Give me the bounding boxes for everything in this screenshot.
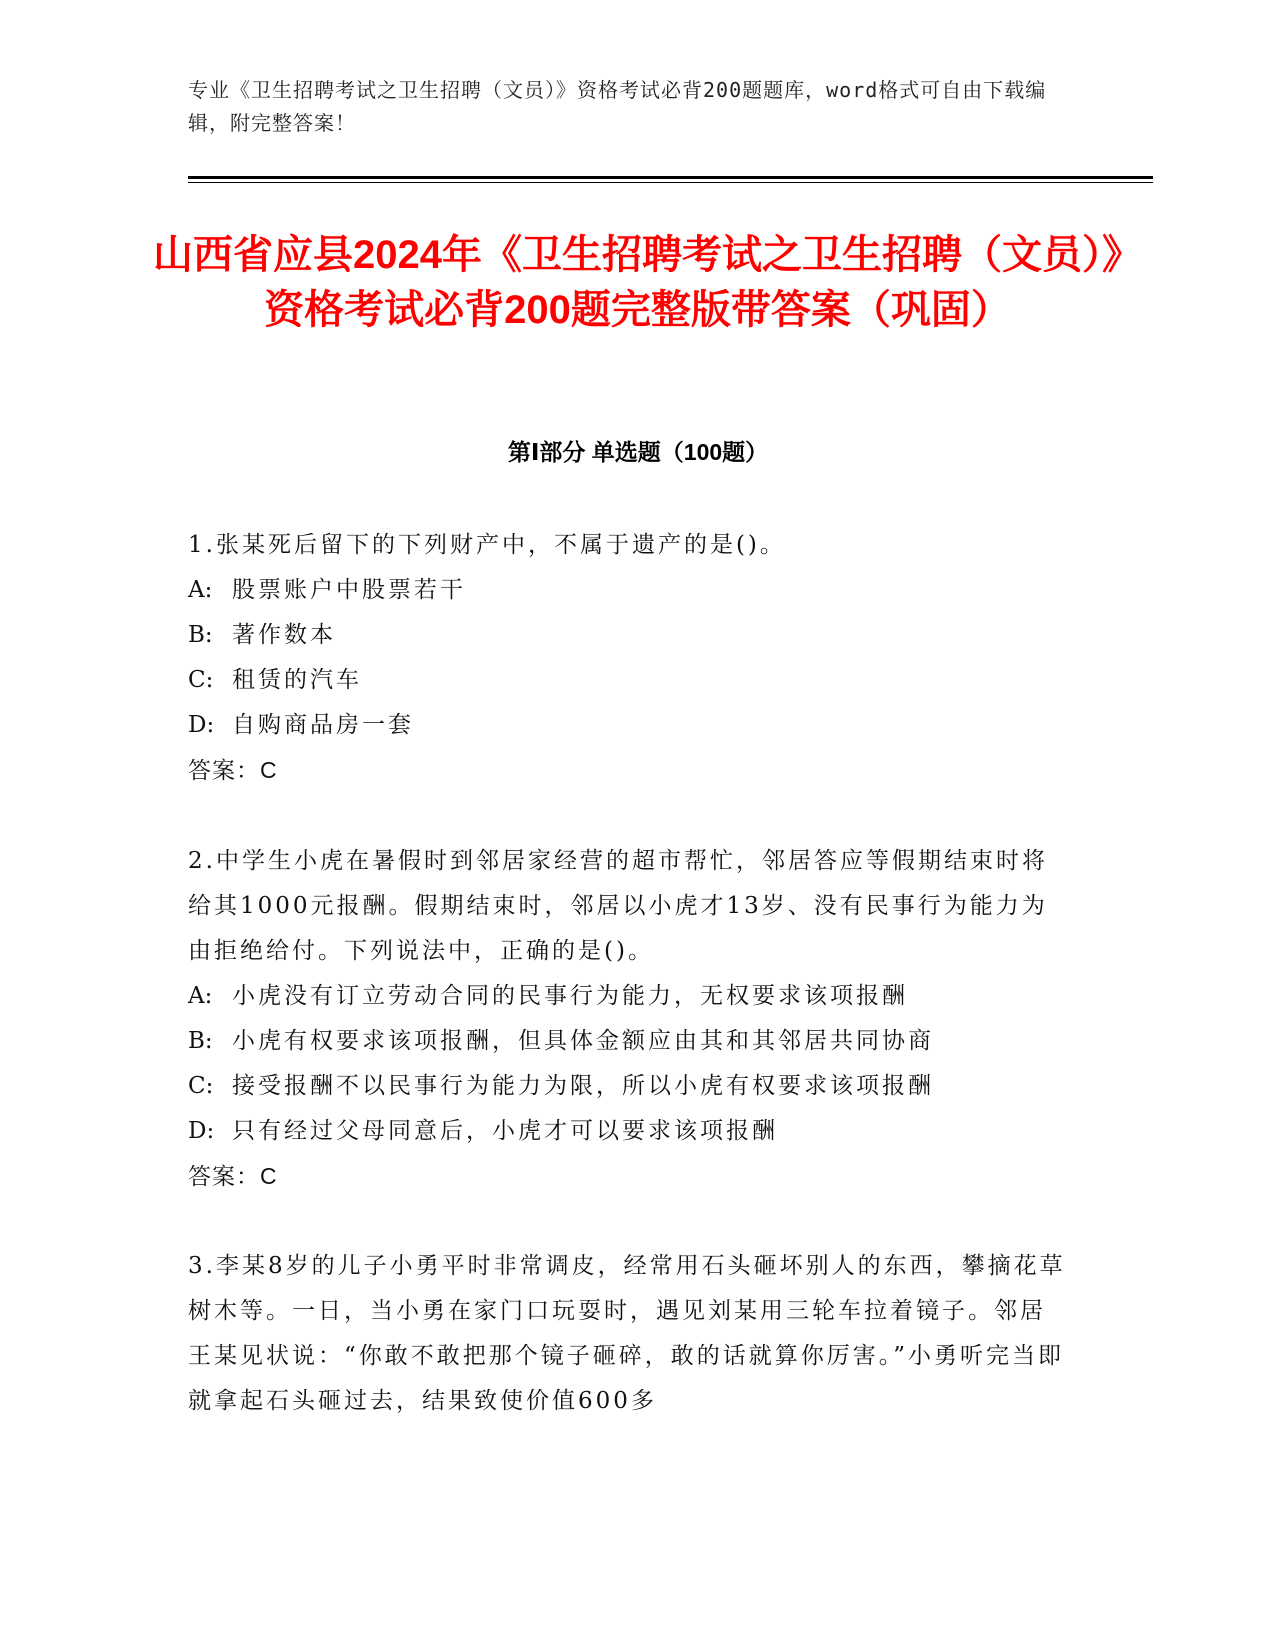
- option-text: 小虎有权要求该项报酬，但具体金额应由其和其邻居共同协商: [232, 1028, 934, 1054]
- option-text: 租赁的汽车: [232, 667, 362, 693]
- option-letter: C:: [188, 1073, 214, 1099]
- question-3: [188, 1244, 1068, 1424]
- section-heading: 第Ⅰ部分 单选题（100题）: [507, 439, 769, 465]
- option-letter: D:: [188, 712, 215, 738]
- option-letter: A:: [188, 983, 213, 1009]
- option-text: 小虎没有订立劳动合同的民事行为能力，无权要求该项报酬: [232, 983, 908, 1009]
- question-2: [188, 839, 1068, 1199]
- option-text: 自购商品房一套: [232, 712, 414, 738]
- option-text: 股票账户中股票若干: [232, 577, 466, 603]
- question-stem: 3.李某8岁的儿子小勇平时非常调皮，经常用石头砸坏别人的东西，攀摘花草树木等。一日，当小勇在家门口玩耍时，遇见刘某用三轮车拉着镜子。邻居王某见状说：“你敢不敢把那个镜子砸碎，敢的话就算你厉害。”小勇听完当即就拿起石头砸过去，结果致使价值600多: [188, 1253, 1066, 1414]
- option-letter: B:: [188, 1028, 213, 1054]
- question-1: [188, 523, 1068, 793]
- option-letter: D:: [188, 1118, 215, 1144]
- option-b: [188, 1019, 1068, 1064]
- option-d: [188, 703, 1068, 748]
- header-rule-thick: [188, 176, 1153, 179]
- header-note: 专业《卫生招聘考试之卫生招聘（文员）》资格考试必背200题题库，word格式可自由下载编辑，附完整答案！: [188, 78, 1047, 135]
- answer-line: 答案：C: [188, 1163, 278, 1189]
- option-c: [188, 658, 1068, 703]
- option-text: 接受报酬不以民事行为能力为限，所以小虎有权要求该项报酬: [232, 1073, 934, 1099]
- option-a: [188, 974, 1068, 1019]
- question-stem: 1.张某死后留下的下列财产中，不属于遗产的是()。: [188, 532, 786, 558]
- option-letter: B:: [188, 622, 213, 648]
- header-rule-thin: [188, 182, 1153, 183]
- option-c: [188, 1064, 1068, 1109]
- option-letter: A:: [188, 577, 213, 603]
- option-d: [188, 1109, 1068, 1154]
- option-letter: C:: [188, 667, 214, 693]
- option-text: 只有经过父母同意后，小虎才可以要求该项报酬: [232, 1118, 778, 1144]
- option-text: 著作数本: [232, 622, 336, 648]
- document-title: 山西省应县2024年《卫生招聘考试之卫生招聘（文员）》资格考试必背200题完整版带答案（巩固）: [153, 233, 1122, 332]
- option-a: [188, 568, 1068, 613]
- option-b: [188, 613, 1068, 658]
- answer-line: 答案：C: [188, 757, 278, 783]
- question-stem: 2.中学生小虎在暑假时到邻居家经营的超市帮忙，邻居答应等假期结束时将给其1000元报酬。假期结束时，邻居以小虎才13岁、没有民事行为能力为由拒绝给付。下列说法中，正确的是()。: [188, 848, 1048, 964]
